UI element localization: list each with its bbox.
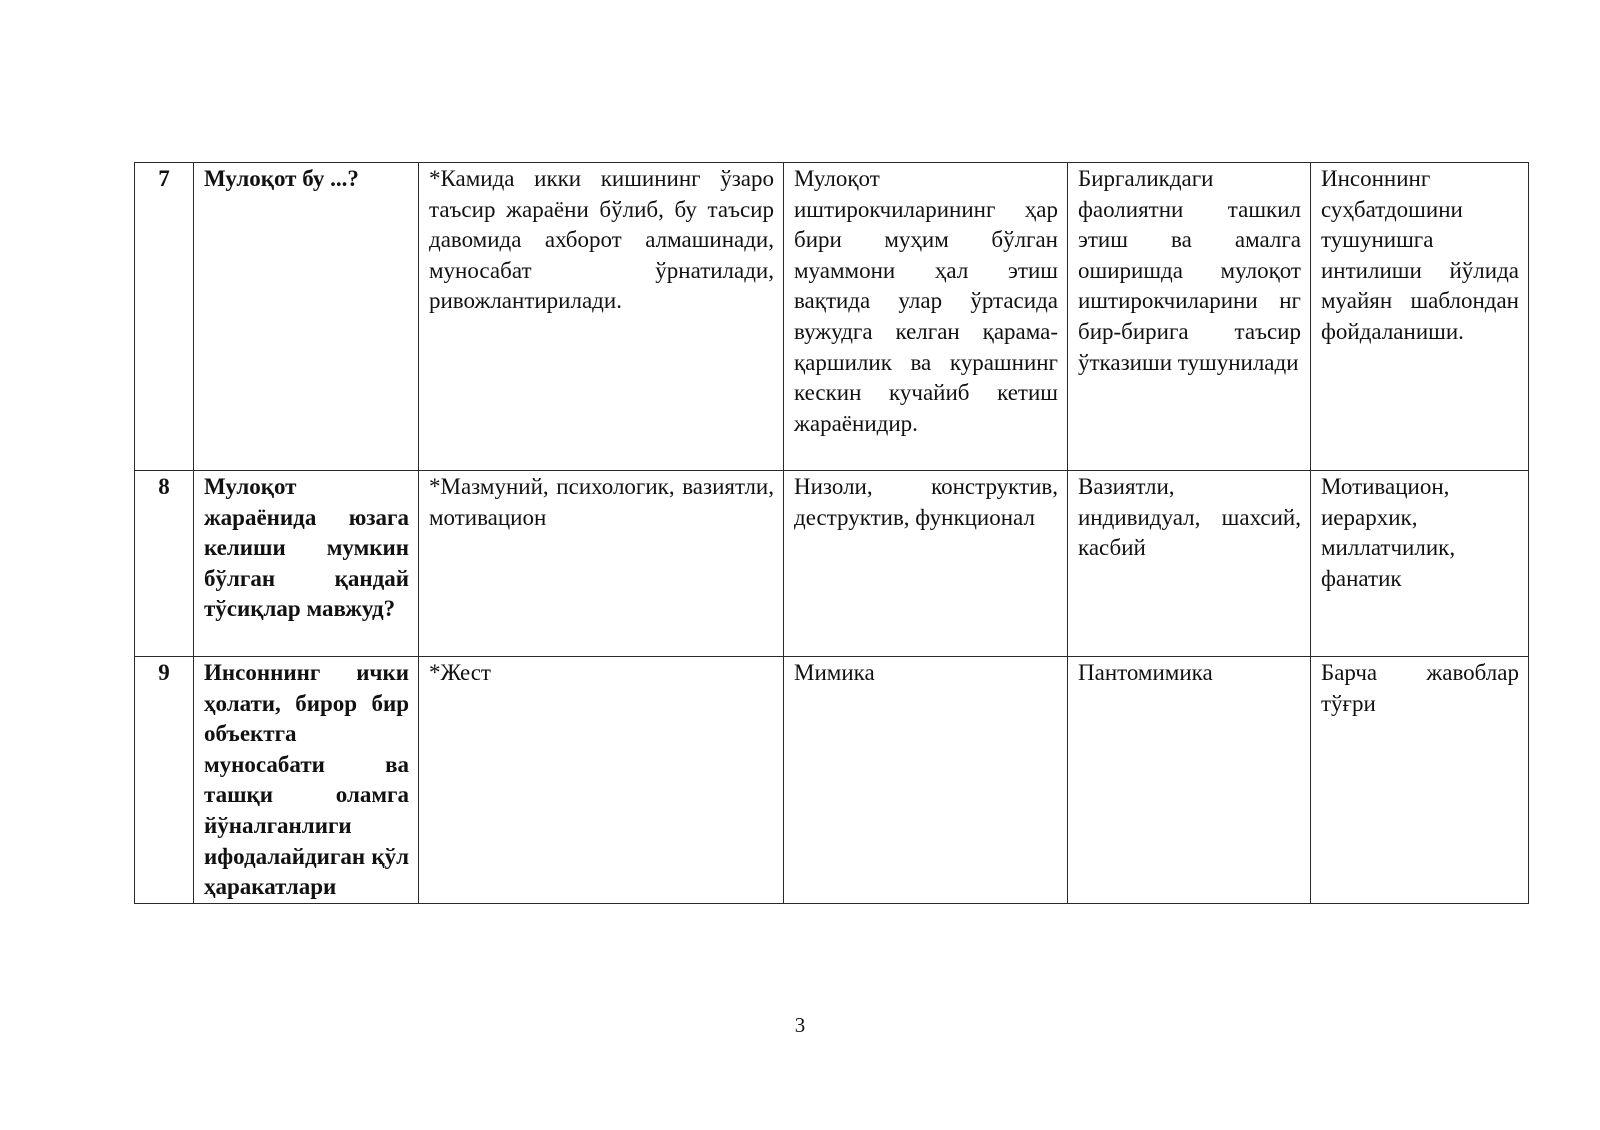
answer-option-c: Пантомимика	[1068, 657, 1311, 904]
question-number: 7	[135, 163, 194, 471]
table-row	[135, 471, 1529, 657]
table-row	[135, 657, 1529, 904]
quiz-table	[134, 162, 1529, 904]
question-number: 8	[135, 471, 194, 657]
answer-option-c: Вазиятли, индивидуал, шахсий, касбий	[1068, 471, 1311, 657]
answer-option-b: Мимика	[784, 657, 1068, 904]
question-text: Инсоннинг ички ҳолати, бирор бир объектга муносабати ва ташқи оламга йўналганлиги ифодалайдиган қўл ҳаракатлари	[194, 657, 419, 904]
answer-option-d: Мотивацион, иерархик, миллатчилик, фанатик	[1311, 471, 1529, 657]
page-number: 3	[794, 1013, 806, 1037]
answer-option-c: Биргаликдаги фаолиятни ташкил этиш ва амалга оширишда мулоқот иштирокчиларини нг бир-бирига таъсир ўтказиши тушунилади	[1068, 163, 1311, 471]
answer-option-a: *Жест	[419, 657, 784, 904]
answer-option-b: Мулоқот иштирокчиларининг ҳар бири муҳим бўлган муаммони ҳал этиш вақтида улар ўртасида вужудга келган қарама-қаршилик ва курашнинг кескин кучайиб кетиш жараёнидир.	[784, 163, 1068, 471]
answer-option-d: Барча жавоблар тўғри	[1311, 657, 1529, 904]
question-text: Мулоқот жараёнида юзага келиши мумкин бўлган қандай тўсиқлар мавжуд?	[194, 471, 419, 657]
question-text: Мулоқот бу ...?	[194, 163, 419, 471]
answer-option-d: Инсоннинг суҳбатдошини тушунишга интилиши йўлида муайян шаблондан фойдаланиши.	[1311, 163, 1529, 471]
question-number: 9	[135, 657, 194, 904]
table-row	[135, 163, 1529, 471]
answer-option-a: *Мазмуний, психологик, вазиятли, мотивацион	[419, 471, 784, 657]
answer-option-a: *Камида икки кишининг ўзаро таъсир жараёни бўлиб, бу таъсир давомида ахборот алмашинади, муносабат ўрнатилади, ривожлантирилади.	[419, 163, 784, 471]
answer-option-b: Низоли, конструктив, деструктив, функционал	[784, 471, 1068, 657]
